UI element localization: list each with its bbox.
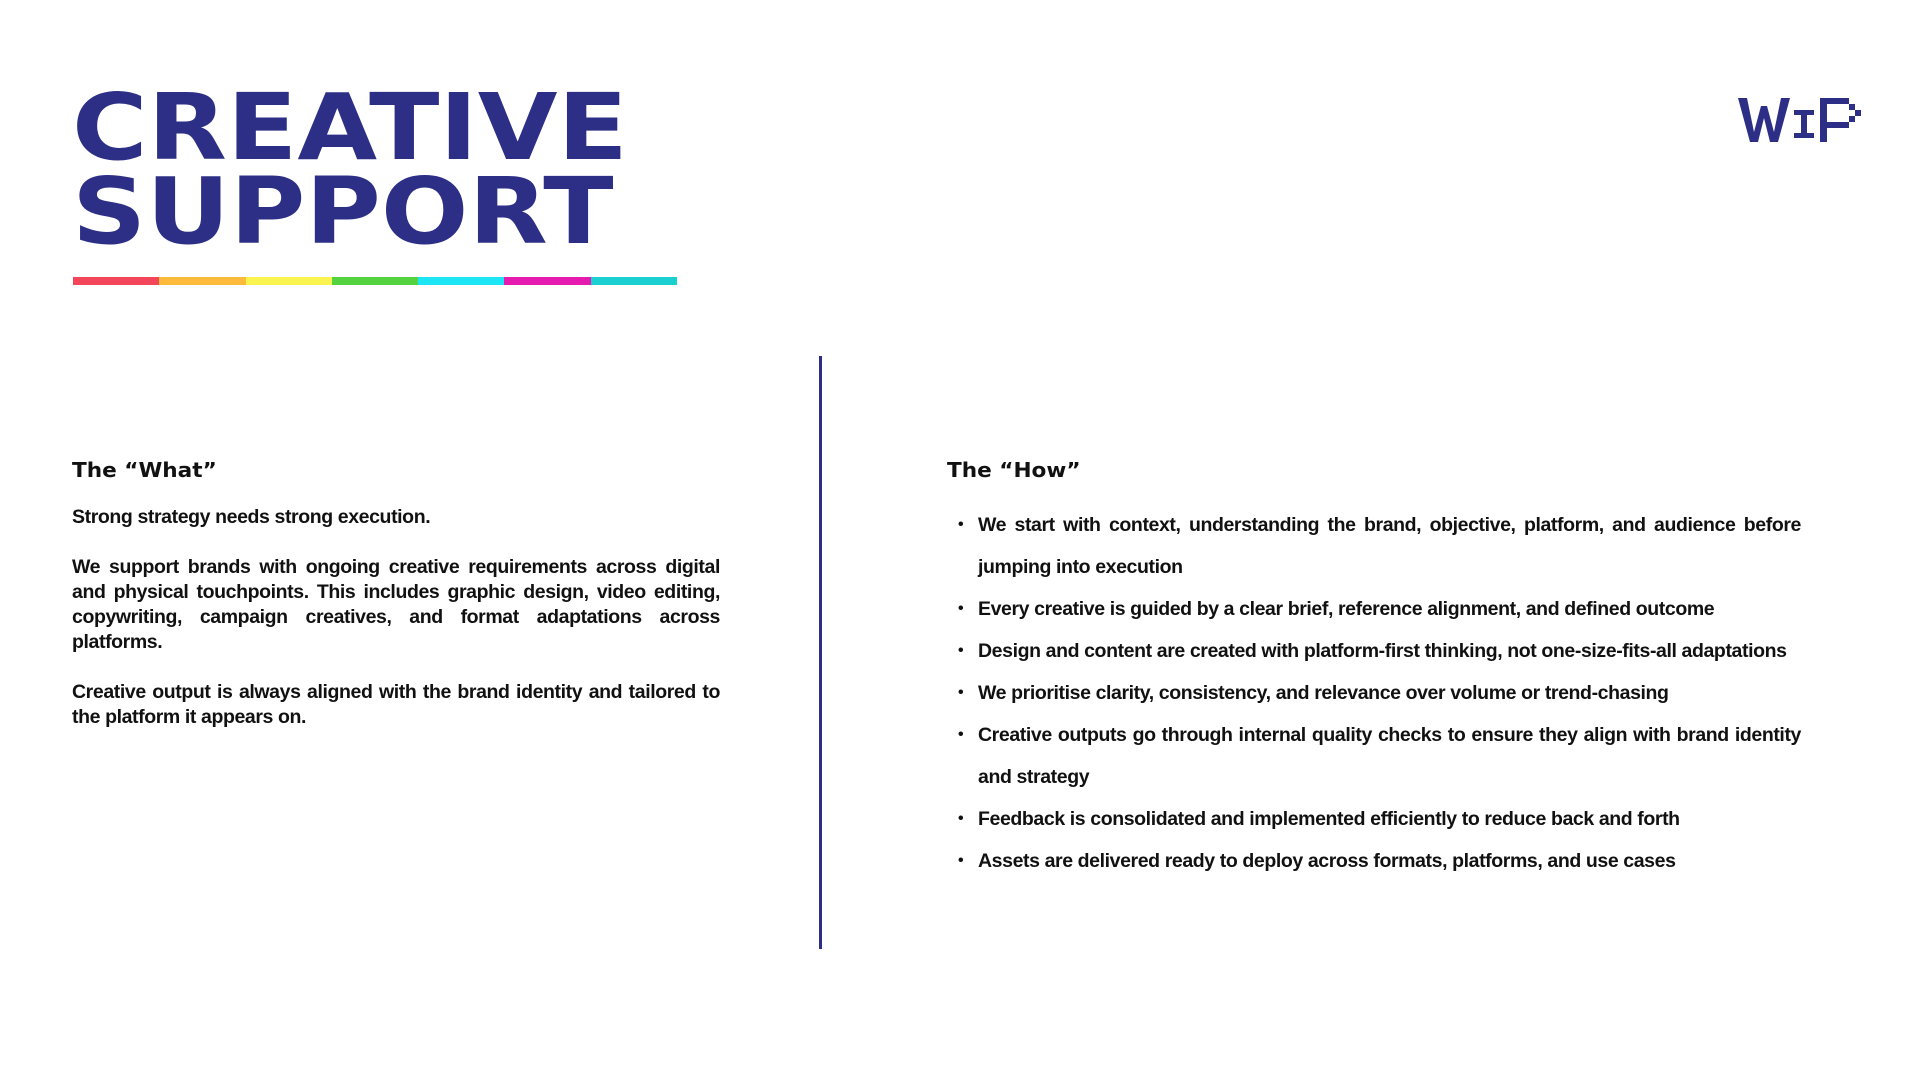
wip-logo-icon: [1738, 94, 1862, 146]
bullet-icon: •: [958, 810, 964, 827]
bullet-icon: •: [958, 684, 964, 701]
rainbow-segment: [159, 277, 245, 285]
how-section: [947, 456, 1801, 882]
how-heading: The “How”: [947, 458, 1081, 482]
title-line-2: SUPPORT: [72, 158, 614, 265]
bullet-icon: •: [958, 642, 964, 659]
rainbow-underline: [73, 277, 677, 285]
what-heading: The “What”: [72, 458, 217, 482]
list-item: [947, 840, 1801, 882]
rainbow-segment: [591, 277, 677, 285]
what-section: [72, 456, 720, 730]
how-list: [947, 504, 1801, 882]
what-paragraph: Strong strategy needs strong execution.: [72, 506, 431, 528]
list-item: [947, 672, 1801, 714]
column-divider: [819, 356, 822, 949]
list-item-text: Every creative is guided by a clear brief, reference alignment, and defined outcome: [978, 598, 1715, 620]
list-item: [947, 588, 1801, 630]
list-item-text: We start with context, understanding the brand, objective, platform, and audience before jumping into execution: [978, 514, 1801, 578]
list-item-text: Creative outputs go through internal quality checks to ensure they align with brand identity and strategy: [978, 724, 1801, 788]
list-item-text: Feedback is consolidated and implemented efficiently to reduce back and forth: [978, 808, 1680, 830]
list-item-text: We prioritise clarity, consistency, and relevance over volume or trend-chasing: [978, 682, 1669, 704]
what-paragraph: Creative output is always aligned with the brand identity and tailored to the platform it appears on.: [72, 681, 720, 728]
list-item: [947, 798, 1801, 840]
list-item-text: Design and content are created with platform-first thinking, not one-size-fits-all adaptations: [978, 640, 1787, 662]
rainbow-segment: [332, 277, 418, 285]
what-paragraph: We support brands with ongoing creative requirements across digital and physical touchpoints. This includes graphic design, video editing, copywriting, campaign creatives, and format adaptations across platforms.: [72, 556, 720, 653]
title-line-1: CREATIVE: [72, 74, 628, 181]
list-item: [947, 630, 1801, 672]
rainbow-segment: [73, 277, 159, 285]
rainbow-segment: [504, 277, 590, 285]
bullet-icon: •: [958, 516, 964, 533]
bullet-icon: •: [958, 852, 964, 869]
bullet-icon: •: [958, 726, 964, 743]
list-item-text: Assets are delivered ready to deploy across formats, platforms, and use cases: [978, 850, 1676, 872]
rainbow-segment: [246, 277, 332, 285]
page-title: [72, 74, 628, 265]
rainbow-segment: [418, 277, 504, 285]
bullet-icon: •: [958, 600, 964, 617]
list-item: [947, 714, 1801, 798]
list-item: [947, 504, 1801, 588]
